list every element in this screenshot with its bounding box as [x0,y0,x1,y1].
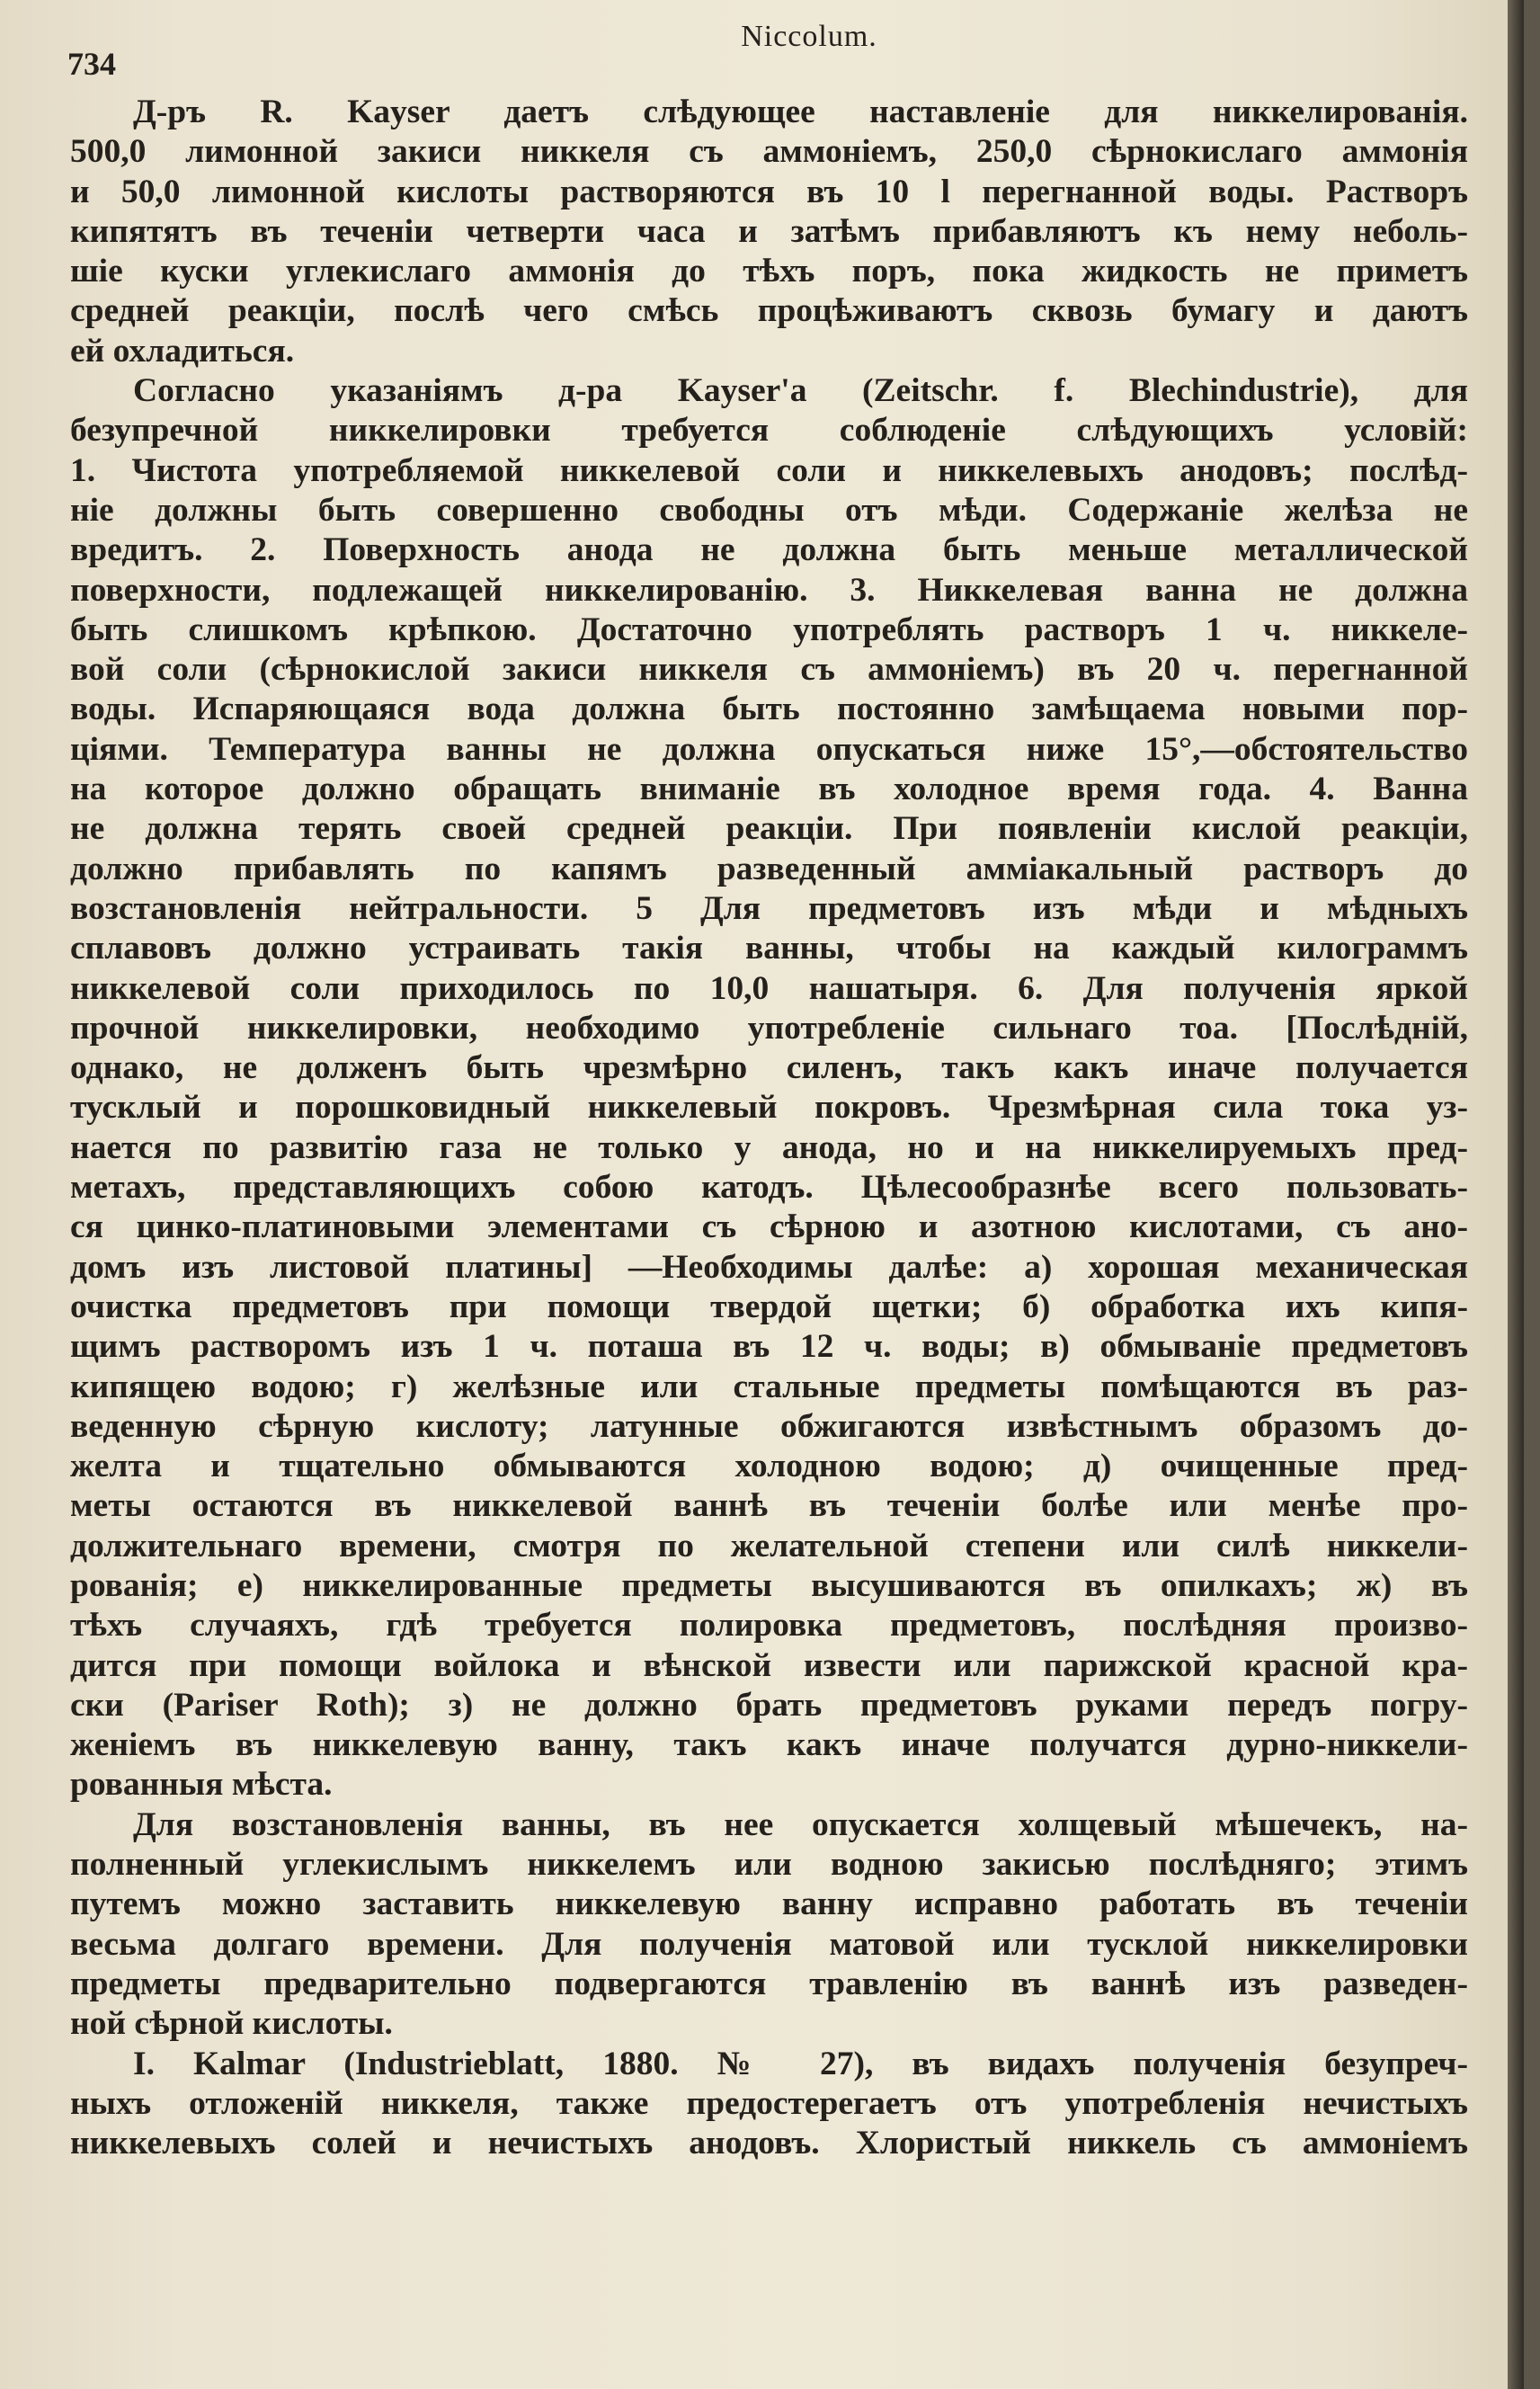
text-line: кипятятъ въ теченіи четверти часа и затѣмъ прибавляютъ къ нему неболь- [70,212,1468,250]
text-line: вой соли (сѣрнокислой закиси никкеля съ аммоніемъ) въ 20 ч. перегнанной [70,651,1468,689]
text-line: веденную сѣрную кислоту; латунные обжигаются извѣстнымъ образомъ до- [70,1407,1468,1445]
page-edge-shadow [1508,0,1524,2389]
text-line: сплавовъ должно устраивать такія ванны, чтобы на каждый килограммъ [70,930,1468,967]
text-line: кипящею водою; г) желѣзные или стальные предметы помѣщаются въ раз- [70,1368,1468,1405]
text-line: щимъ растворомъ изъ 1 ч. поташа въ 12 ч. воды; в) обмываніе предметовъ [70,1328,1468,1366]
text-line: рованныя мѣста. [70,1766,333,1804]
text-line: дится при помощи войлока и вѣнской извести или парижской красной кра- [70,1646,1468,1684]
text-line: очистка предметовъ при помощи твердой щетки; б) обработка ихъ кипя- [70,1288,1468,1325]
text-line: никкелевыхъ солей и нечистыхъ анодовъ. Хлористый никкель съ аммоніемъ [70,2125,1468,2162]
text-line: женіемъ въ никкелевую ванну, такъ какъ иначе получатся дурно-никкели- [70,1726,1468,1764]
text-line: ей охладиться. [70,332,295,370]
body-text [70,93,1468,2163]
text-line: воды. Испаряющаяся вода должна быть постоянно замѣщаема новыми пор- [70,691,1468,728]
text-line: ся цинко-платиновыми элементами съ сѣрною и азотною кислотами, съ ано- [70,1208,1468,1246]
text-line: меты остаются въ никкелевой ваннѣ въ теченіи болѣе или менѣе про- [70,1487,1468,1525]
text-line: желта и тщательно обмываются холодною водою; д) очищенные пред- [70,1448,1468,1485]
text-line: полненный углекислымъ никкелемъ или водною закисью послѣдняго; этимъ [70,1846,1468,1884]
text-line: должительнаго времени, смотря по желательной степени или силѣ никкели- [70,1527,1468,1564]
text-line: домъ изъ листовой платины] —Необходимы далѣе: а) хорошая механическая [70,1248,1468,1286]
text-line: предметы предварительно подвергаются травленію въ ваннѣ изъ разведен- [70,1965,1468,2002]
text-line: Согласно указаніямъ д-ра Kayser'a (Zeitschr. f. Blechindustrie), для [133,372,1468,410]
text-line: весьма долгаго времени. Для полученія матовой или тусклой никкелировки [70,1925,1468,1963]
text-line: I. Kalmar (Industrieblatt, 1880. № 27), въ видахъ полученія безупреч- [133,2045,1468,2082]
text-line: на которое должно обращать вниманіе въ холодное время года. 4. Ванна [70,771,1468,808]
text-line: не должна терять своей средней реакціи. При появленіи кислой реакціи, [70,810,1468,848]
text-line: тѣхъ случаяхъ, гдѣ требуется полировка предметовъ, послѣдняя произво- [70,1607,1468,1645]
text-line: безупречной никкелировки требуется соблюденіе слѣдующихъ условій: [70,412,1468,450]
text-line: и 50,0 лимонной кислоты растворяются въ 10 l перегнанной воды. Растворъ [70,173,1468,210]
text-line: никкелевой соли приходилось по 10,0 нашатыря. 6. Для полученія яркой [70,969,1468,1007]
text-line: метахъ, представляющихъ собою катодъ. Цѣлесообразнѣе всего пользовать- [70,1169,1468,1207]
text-line: средней реакціи, послѣ чего смѣсь процѣживаютъ сквозь бумагу и даютъ [70,292,1468,330]
text-line: вредитъ. 2. Поверхность анода не должна быть меньше металлической [70,531,1468,569]
text-line: нается по развитію газа не только у анода, но и на никкелируемыхъ пред- [70,1128,1468,1166]
text-line: 1. Чистота употребляемой никкелевой соли и никкелевыхъ анодовъ; послѣд- [70,451,1468,489]
text-line: рованія; е) никкелированные предметы высушиваются въ опилкахъ; ж) въ [70,1566,1468,1604]
text-line: ски (Pariser Roth); з) не должно брать предметовъ руками передъ погру- [70,1686,1468,1724]
text-line: ныхъ отложеній никкеля, также предостерегаетъ отъ употребленія нечистыхъ [70,2084,1468,2122]
text-line: Д-ръ R. Kayser даетъ слѣдующее наставленіе для никкелированія. [133,94,1468,130]
text-line: возстановленія нейтральности. 5 Для предметовъ изъ мѣди и мѣдныхъ [70,889,1468,927]
text-line: тусклый и порошковидный никкелевый покровъ. Чрезмѣрная сила тока уз- [70,1089,1468,1127]
text-line: 500,0 лимонной закиси никкеля съ аммоніемъ, 250,0 сѣрнокислаго аммонія [70,133,1468,171]
text-line: путемъ можно заставить никкелевую ванну исправно работать въ теченіи [70,1885,1468,1923]
text-line: однако, не долженъ быть чрезмѣрно силенъ, такъ какъ иначе получается [70,1049,1468,1087]
running-head: Niccolum. [741,20,877,53]
text-line: поверхности, подлежащей никкелированію. 3. Никкелевая ванна не должна [70,571,1468,609]
text-line: должно прибавлять по капямъ разведенный амміакальный растворъ до [70,850,1468,887]
page-number: 734 [67,46,116,82]
text-line: ной сѣрной кислоты. [70,2005,393,2043]
text-line: прочной никкелировки, необходимо употребленіе сильнаго тоа. [Послѣдній, [70,1009,1468,1047]
text-line: быть слишкомъ крѣпкою. Достаточно употреблять растворъ 1 ч. никкеле- [70,611,1468,648]
text-line: ціями. Температура ванны не должна опускаться ниже 15°,—обстоятельство [70,730,1468,768]
text-line: шіе куски углекислаго аммонія до тѣхъ поръ, пока жидкость не приметъ [70,253,1468,290]
text-line: ніе должны быть совершенно свободны отъ мѣди. Содержаніе желѣза не [70,491,1468,529]
text-line: Для возстановленія ванны, въ нее опускается холщевый мѣшечекъ, на- [133,1805,1468,1843]
